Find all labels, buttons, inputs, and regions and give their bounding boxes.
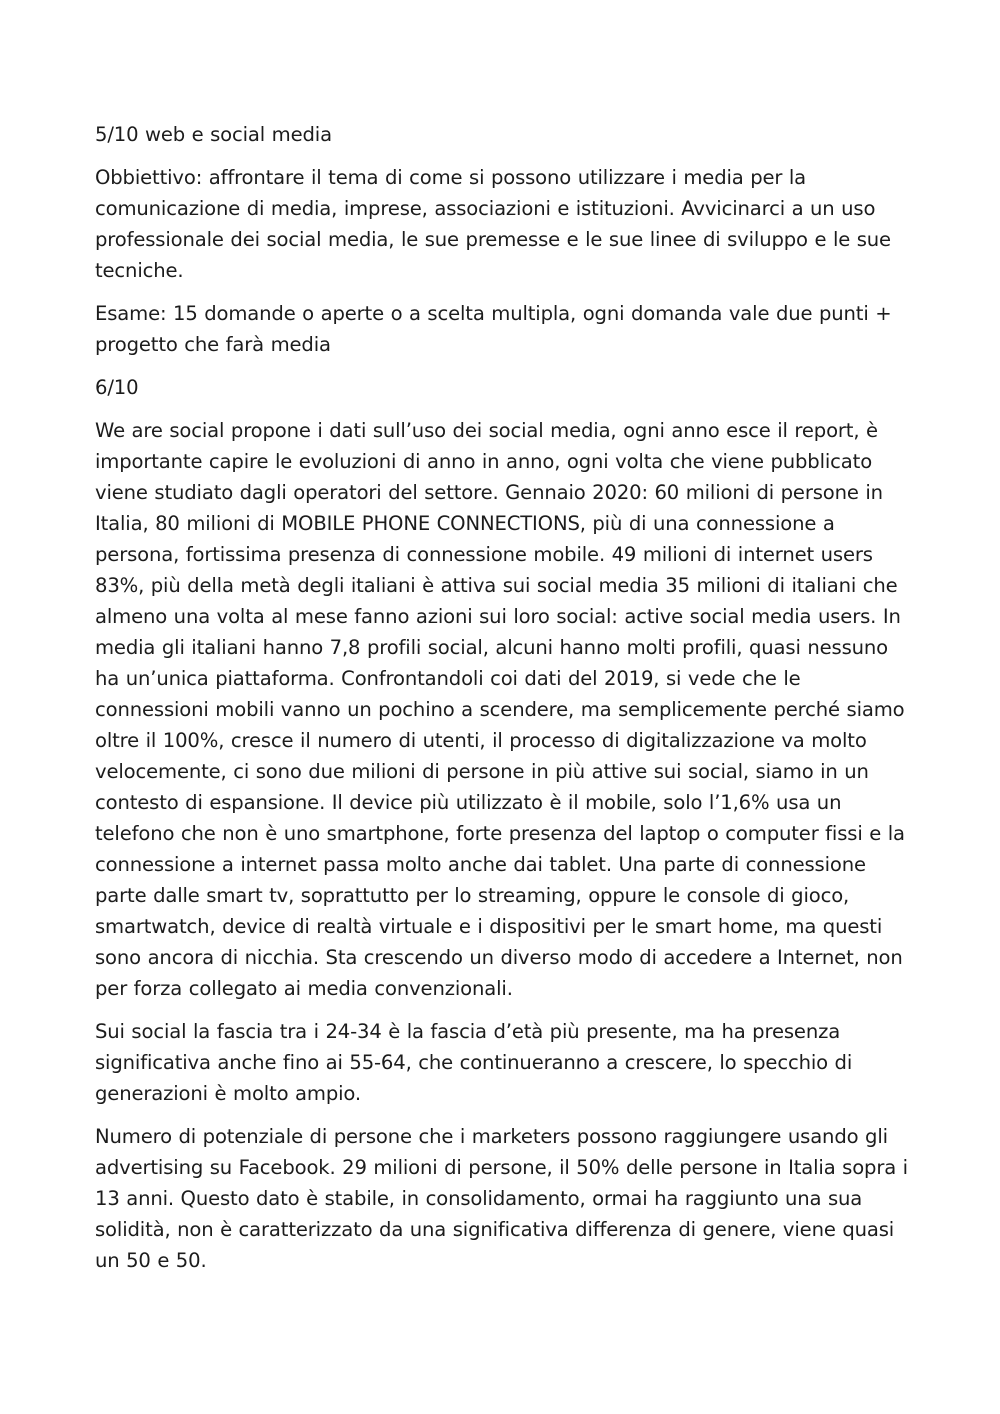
lesson-date-heading: 6/10	[95, 376, 139, 399]
document-body	[95, 119, 910, 1288]
exam-paragraph: Esame: 15 domande o aperte o a scelta multipla, ogni domanda vale due punti + progetto che farà media	[95, 302, 892, 356]
report-paragraph: We are social propone i dati sull’uso dei social media, ogni anno esce il report, è importante capire le evoluzioni di anno in anno, ogni volta che viene pubblicato viene studiato dagli operatori del settore. Gennaio 2020: 60 milioni di persone in Italia, 80 milioni di MOBILE PHONE CONNECTIONS, più di una connessione a persona, fortissima presenza di connessione mobile. 49 milioni di internet users 83%, più della metà degli italiani è attiva sui social media 35 milioni di italiani che almeno una volta al mese fanno azioni sui loro social: active social media users. In media gli italiani hanno 7,8 profili social, alcuni hanno molti profili, quasi nessuno ha un’unica piattaforma. Confrontandoli coi dati del 2019, si vede che le connessioni mobili vanno un pochino a scendere, ma semplicemente perché siamo oltre il 100%, cresce il numero di utenti, il processo di digitalizzazione va molto velocemente, ci sono due milioni di persone in più attive sui social, siamo in un contesto di espansione. Il device più utilizzato è il mobile, solo l’1,6% usa un telefono che non è uno smartphone, forte presenza del laptop o computer fissi e la connessione a internet passa molto anche dai tablet. Una parte di connessione parte dalle smart tv, soprattutto per lo streaming, oppure le console di gioco, smartwatch, device di realtà virtuale e i dispositivi per le smart home, ma questi sono ancora di nicchia. Sta crescendo un diverso modo di accedere a Internet, non per forza collegato ai media convenzionali.	[95, 419, 905, 1000]
age-range-paragraph: Sui social la fascia tra i 24-34 è la fascia d’età più presente, ma ha presenza significativa anche fino ai 55-64, che continueranno a crescere, lo specchio di generazioni è molto ampio.	[95, 1020, 853, 1105]
objective-paragraph: Obbiettivo: affrontare il tema di come si possono utilizzare i media per la comunicazione di media, imprese, associazioni e istituzioni. Avvicinarci a un uso professionale dei social media, le sue premesse e le sue linee di sviluppo e le sue tecniche.	[95, 166, 891, 282]
facebook-audience-paragraph: Numero di potenziale di persone che i marketers possono raggiungere usando gli advertising su Facebook. 29 milioni di persone, il 50% delle persone in Italia sopra i 13 anni. Questo dato è stabile, in consolidamento, ormai ha raggiunto una sua solidità, non è caratterizzato da una significativa differenza di genere, viene quasi un 50 e 50.	[95, 1125, 908, 1272]
lesson-date-heading: 5/10 web e social media	[95, 123, 332, 146]
